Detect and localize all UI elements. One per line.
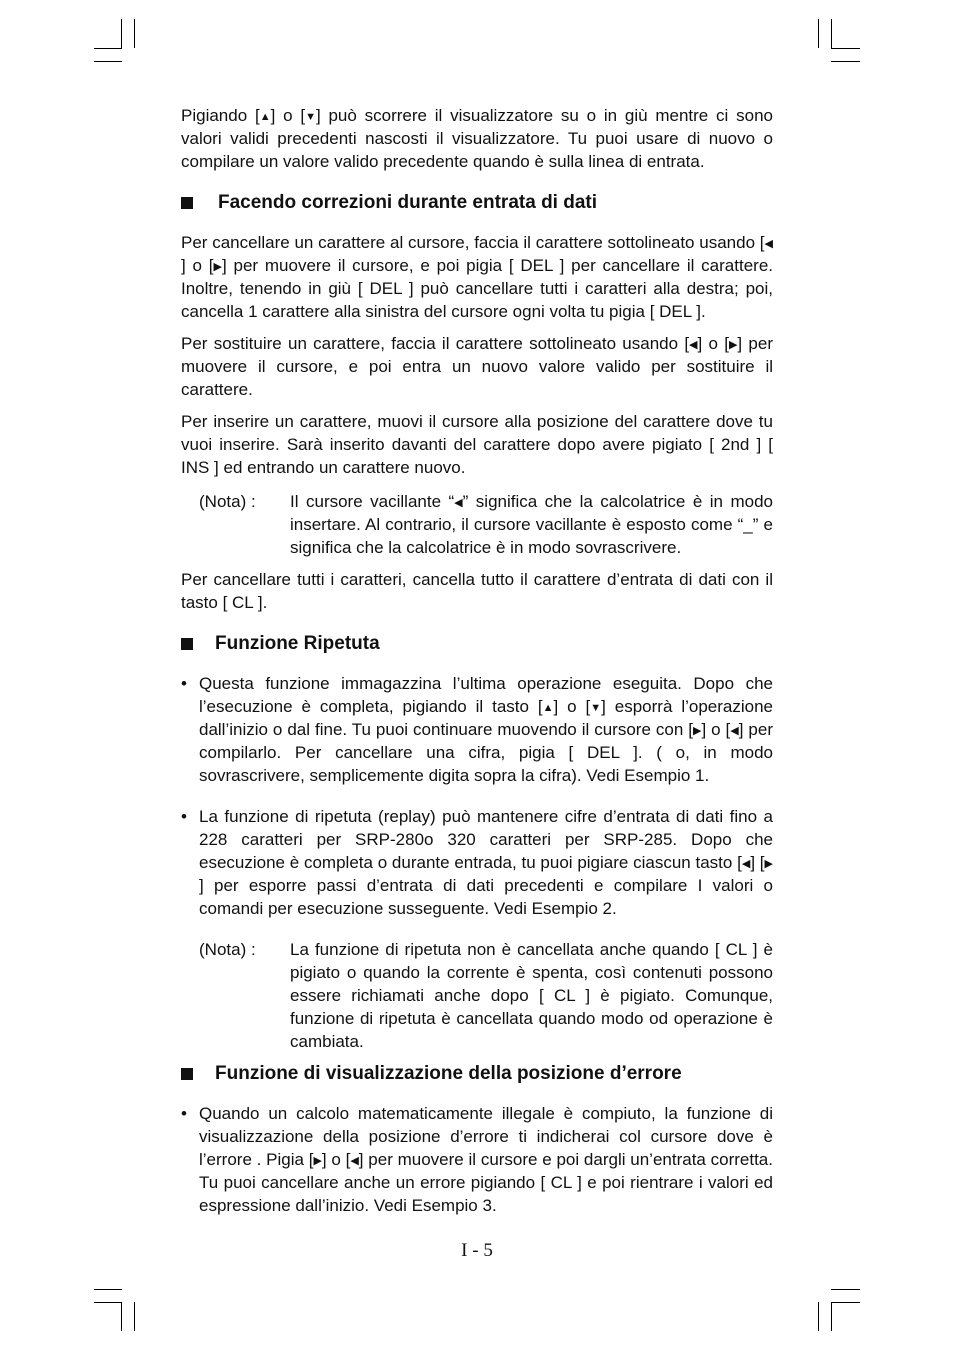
corrections-paragraph-2: Per sostituire un carattere, faccia il carattere sottolineato usando [◀] o [▶] per muovere il cursore, e poi entra un nuovo valore valido per sostituire il carattere. xyxy=(181,334,773,399)
nota-label: (Nota) : xyxy=(199,492,256,511)
crop-mark xyxy=(831,1289,860,1290)
crop-mark xyxy=(134,1302,135,1331)
crop-mark xyxy=(94,1302,122,1303)
intro-paragraph: Pigiando [▲] o [▼] può scorrere il visualizzatore su o in giù mentre ci sono valori validi precedenti nascosti il visualizzatore. Tu puoi usare di nuovo o compilare un valore valido precedente quando è sulla linea di entrata. xyxy=(181,106,773,171)
page-content xyxy=(181,104,773,1217)
left-arrow-icon: ◀ xyxy=(730,725,739,737)
up-arrow-icon: ▲ xyxy=(542,702,554,714)
bullet-icon: • xyxy=(181,674,187,693)
crop-mark xyxy=(831,1302,860,1303)
section-heading-error-position: Funzione di visualizzazione della posizione d’errore xyxy=(181,1062,773,1086)
corrections-paragraph-1: Per cancellare un carattere al cursore, faccia il carattere sottolineato usando [◀] o [▶] per muovere il cursore, e poi pigia [ DEL ] per cancellare il carattere. Inoltre, tenendo in giù [ DEL ] può cancellare tutti i caratteri alla destra; poi, cancella 1 carattere alla sinistra del cursore ogni volta tu pigia [ DEL ]. xyxy=(181,233,773,321)
page-number: I - 5 xyxy=(461,1240,493,1261)
crop-mark xyxy=(94,1289,122,1290)
right-arrow-icon: ▶ xyxy=(313,1155,322,1167)
left-arrow-icon: ◀ xyxy=(454,497,463,509)
square-bullet-icon xyxy=(181,1068,193,1080)
list-item: • Questa funzione immagazzina l’ultima operazione eseguita. Dopo che l’esecuzione è completa, pigiando il tasto [▲] o [▼] esporrà l’operazione dall’inizio o dal fine. Tu puoi continuare muovendo il cursore con [▶] o [◀] per compilarlo. Per cancellare una cifra, pigia [ DEL ]. ( o, in modo sovrascrivere, semplicemente digita sopra la cifra). Vedi Esempio 1. xyxy=(181,674,774,785)
right-arrow-icon: ▶ xyxy=(213,261,222,273)
crop-mark xyxy=(831,1302,832,1331)
list-item: • Quando un calcolo matematicamente illegale è compiuto, la funzione di visualizzazione della posizione d’errore ti indicherai col cursore dove è l’errore . Pigia [▶] o [◀] per muovere il cursore e poi dargli un’entrata corretta. Tu puoi cancellare anche un errore pigiando [ CL ] e poi rientrare i valori ed espressione dall’inizio. Vedi Esempio 3. xyxy=(181,1104,773,1215)
list-item: • La funzione di ripetuta (replay) può mantenere cifre d’entrata di dati fino a 228 caratteri per SRP-280o 320 caratteri per SRP-285. Dopo che esecuzione è completa o durante entrada, tu puoi pigiare ciascun tasto [◀] [▶] per esporre passi d’entrata di dati precedenti e compilare I valori o comandi per esecuzione susseguente. Vedi Esempio 2. xyxy=(181,807,773,918)
corrections-paragraph-4: Per cancellare tutti i caratteri, cancella tutto il carattere d’entrata di dati con il tasto [ CL ]. xyxy=(181,570,773,612)
nota-text: Il cursore vacillante “◀” significa che la calcolatrice è in modo insertare. Al contrario, il cursore vacillante è esposto come “_” e significa che la calcolatrice è in modo sovrascrivere. xyxy=(290,492,773,557)
crop-mark xyxy=(94,61,122,62)
crop-mark xyxy=(94,48,122,49)
left-arrow-icon: ◀ xyxy=(689,339,698,351)
crop-mark xyxy=(831,19,832,48)
up-arrow-icon: ▲ xyxy=(259,111,271,123)
square-bullet-icon xyxy=(181,638,193,650)
nota-replay xyxy=(199,938,773,1053)
nota-text: La funzione di ripetuta non è cancellata anche quando [ CL ] è pigiato o quando la corrente è spenta, così contenuti possono essere richiamati anche dopo [ CL ] è pigiato. Comunque, funzione di ripetuta è cancellata quando modo od operazione è cambiata. xyxy=(290,940,773,1051)
left-arrow-icon: ◀ xyxy=(764,238,773,250)
crop-mark xyxy=(818,1302,819,1331)
nota-cursor xyxy=(199,490,773,559)
crop-mark xyxy=(134,19,135,48)
corrections-paragraph-3: Per inserire un carattere, muovi il cursore alla posizione del carattere dove tu vuoi inserire. Sarà inserito davanti del carattere dopo avere pigiato [ 2nd ] [ INS ] ed entrando un carattere nuovo. xyxy=(181,412,773,477)
right-arrow-icon: ▶ xyxy=(764,858,773,870)
bullet-icon: • xyxy=(181,807,187,826)
left-arrow-icon: ◀ xyxy=(350,1155,359,1167)
right-arrow-icon: ▶ xyxy=(692,725,702,737)
down-arrow-icon: ▼ xyxy=(590,702,602,714)
crop-mark xyxy=(121,1302,122,1331)
crop-mark xyxy=(121,19,122,48)
square-bullet-icon xyxy=(181,197,193,209)
nota-label: (Nota) : xyxy=(199,940,256,959)
right-arrow-icon: ▶ xyxy=(728,339,738,351)
crop-mark xyxy=(831,48,860,49)
bullet-icon: • xyxy=(181,1104,187,1123)
down-arrow-icon: ▼ xyxy=(305,111,316,123)
left-arrow-icon: ◀ xyxy=(741,858,751,870)
crop-mark xyxy=(818,19,819,48)
section-heading-corrections: Facendo correzioni durante entrata di dati xyxy=(181,191,773,215)
crop-mark xyxy=(831,61,860,62)
section-heading-replay: Funzione Ripetuta xyxy=(181,632,773,656)
